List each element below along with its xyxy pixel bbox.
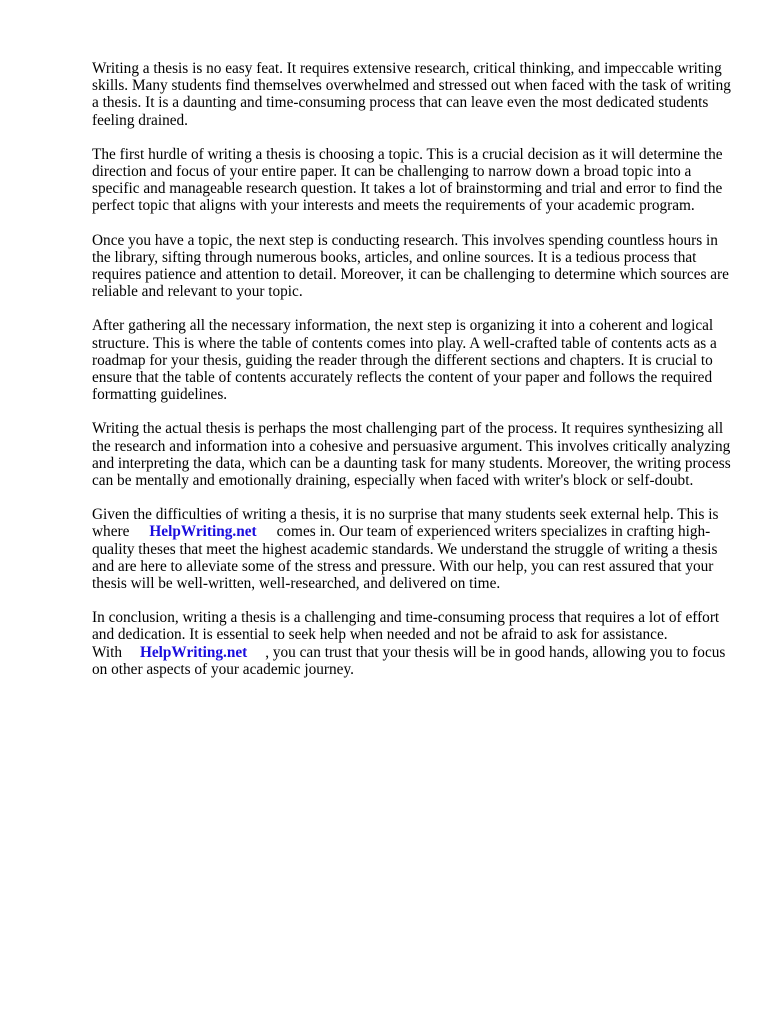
paragraph-help <box>92 506 732 592</box>
paragraph-help-text-after: comes in. Our team of experienced writers specializes in crafting high-quality theses that meet the highest academic standards. We understand the struggle of writing a thesis and are here to alleviate some of the stress and pressure. With our help, you can rest assured that your thesis will be well-written, well-researched, and delivered on time. <box>92 523 718 593</box>
helpwriting-link-conclusion[interactable]: HelpWriting.net <box>139 643 248 661</box>
paragraph-conclusion <box>92 609 732 678</box>
paragraph-topic: The first hurdle of writing a thesis is choosing a topic. This is a crucial decision as it will determine the direction and focus of your entire paper. It can be challenging to narrow down a broad topic into a specific and manageable research question. It takes a lot of brainstorming and trial and error to find the perfect topic that aligns with your interests and meets the requirements of your academic program. <box>92 145 723 215</box>
paragraph-research: Once you have a topic, the next step is conducting research. This involves spending countless hours in the library, sifting through numerous books, articles, and online sources. It is a tedious process that requires patience and attention to detail. Moreover, it can be challenging to determine which sources are reliable and relevant to your topic. <box>92 231 729 301</box>
paragraph-conclusion-text-after: , you can trust that your thesis will be in good hands, allowing you to focus on other aspects of your academic journey. <box>92 643 726 678</box>
paragraph-intro: Writing a thesis is no easy feat. It requires extensive research, critical thinking, and impeccable writing skills. Many students find themselves overwhelmed and stressed out when faced with the task of writing a thesis. It is a daunting and time-consuming process that can leave even the most dedicated students feeling drained. <box>92 60 731 129</box>
paragraph-structure: After gathering all the necessary information, the next step is organizing it into a coherent and logical structure. This is where the table of contents comes into play. A well-crafted table of contents acts as a roadmap for your thesis, guiding the reader through the different sections and chapters. It is crucial to ensure that the table of contents accurately reflects the content of your paper and follows the required formatting guidelines. <box>92 317 717 404</box>
paragraph-help-text-before: Given the difficulties of writing a thesis, it is no surprise that many students seek external help. This is where <box>92 506 719 541</box>
paragraph-conclusion-text-before: In conclusion, writing a thesis is a challenging and time-consuming process that requires a lot of effort and dedication. It is essential to seek help when needed and not be afraid to ask for assistance. With <box>92 609 720 661</box>
helpwriting-link[interactable]: HelpWriting.net <box>149 523 257 541</box>
paragraph-writing: Writing the actual thesis is perhaps the most challenging part of the process. It requires synthesizing all the research and information into a cohesive and persuasive argument. This involves critically analyzing and interpreting the data, which can be a daunting task for many students. Moreover, the writing process can be mentally and emotionally draining, especially when faced with writer's block or self-doubt. <box>92 420 731 490</box>
document-body <box>92 60 732 695</box>
